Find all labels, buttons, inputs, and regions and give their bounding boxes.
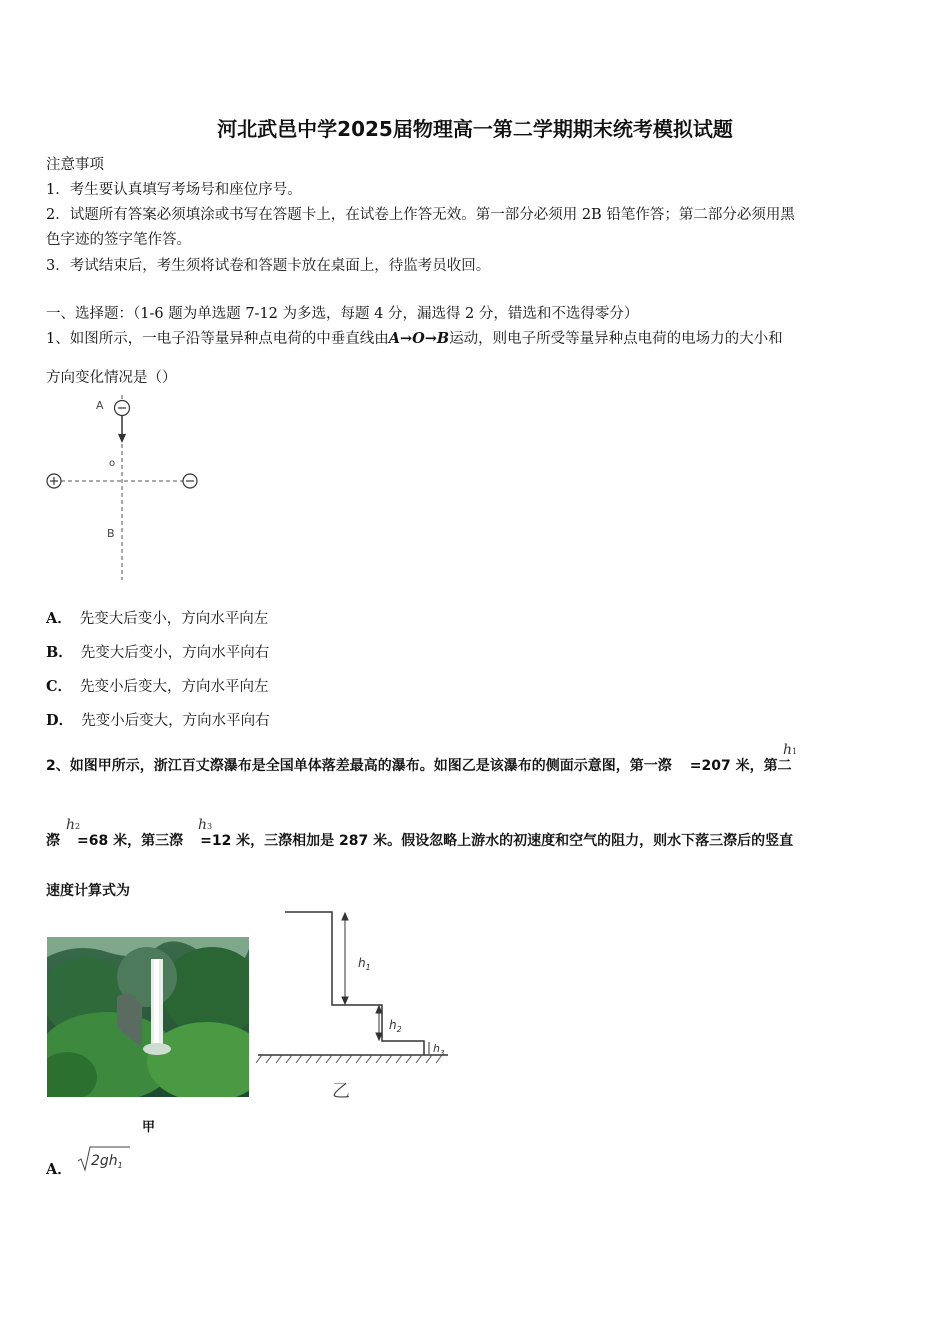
q2-line2-b: =68 米，第三漈 [77, 833, 184, 849]
diagram-h2: $h_2$ [389, 1018, 402, 1034]
q1-text-b: 运动，则电子所受等量异种点电荷的电场力的大小和 [449, 331, 783, 347]
q1-text-c: 方向变化情况是（） [46, 370, 177, 386]
caption-jia: 甲 [142, 1120, 156, 1135]
waterfall-photo [47, 937, 249, 1097]
notice-item-1: 1．考生要认真填写考场号和座位序号。 [46, 182, 302, 198]
h3-subscript: 3 [207, 822, 213, 831]
svg-text:2gh1 [91, 1153, 123, 1170]
q2-line1-b: =207 米，第二 [689, 758, 792, 774]
option-text: 先变大后变小，方向水平向左 [79, 611, 269, 627]
q1-text-a: 1、如图所示，一电子沿等量异种点电荷的中垂直线由 [46, 331, 389, 347]
q1-path: A→O→B [388, 330, 450, 347]
question-2-line-1 [46, 755, 792, 775]
diagram-h3: $h_3$ [433, 1042, 445, 1057]
option-key: D． [46, 712, 74, 729]
formula-subscript: 1 [117, 1161, 123, 1170]
notice-item-2-cont: 色字迹的签字笔作答。 [46, 232, 191, 248]
h3-letter: h [198, 817, 208, 833]
h1-subscript: 1 [792, 747, 798, 756]
label-a: A [96, 399, 104, 412]
label-o: o [109, 458, 116, 469]
notice-heading: 注意事项 [46, 157, 104, 173]
label-b: B [107, 527, 115, 540]
q1-option-c[interactable] [46, 675, 269, 696]
option-key: A． [46, 610, 72, 627]
q1-option-a[interactable] [46, 607, 268, 628]
q2-line2-a: 漈 [46, 833, 60, 849]
q2-h1-symbol [783, 742, 797, 758]
q1-option-b[interactable] [46, 641, 269, 662]
option-key: A． [46, 1161, 72, 1178]
question-1-text [46, 327, 783, 348]
notice-item-2: 2．试题所有答案必须填涂或书写在答题卡上，在试卷上作答无效。第一部分必须用 2B 铅笔作答；第二部分必须用黑 [46, 207, 795, 223]
q2-line-3: 速度计算式为 [46, 883, 130, 899]
h1-letter: h [783, 742, 793, 758]
formula-text: 2gh [91, 1153, 118, 1169]
q2-line2-c: =12 米，三漈相加是 287 米。假设忽略上游水的初速度和空气的阻力，则水下落三漈后的竖直 [200, 833, 794, 849]
question-2-line-2 [46, 830, 793, 850]
option-key: C． [46, 678, 73, 695]
option-text: 先变小后变大，方向水平向左 [80, 679, 269, 695]
charge-figure [40, 390, 210, 585]
q2-option-a[interactable] [46, 1158, 80, 1179]
q1-option-d[interactable] [46, 709, 270, 730]
q2-line1-a: 2、如图甲所示，浙江百丈漈瀑布是全国单体落差最高的瀑布。如图乙是该瀑布的侧面示意图，第一漈 [46, 758, 672, 774]
section-heading: 一、选择题：（1-6 题为单选题 7-12 为多选，每题 4 分，漏选得 2 分，错选和不选得零分） [46, 306, 639, 322]
q2-h2-symbol [66, 817, 80, 833]
option-text: 先变大后变小，方向水平向右 [80, 645, 270, 661]
page-title: 河北武邑中学2025届物理高一第二学期期末统考模拟试题 [217, 117, 733, 141]
notice-item-3: 3．考试结束后，考生须将试卷和答题卡放在桌面上，待监考员收回。 [46, 258, 491, 274]
h2-subscript: 2 [75, 822, 81, 831]
option-key: B． [46, 644, 73, 661]
waterfall-diagram [252, 905, 462, 1105]
q2-option-a-formula [76, 1144, 132, 1174]
caption-yi: 乙 [332, 1081, 350, 1102]
option-text: 先变小后变大，方向水平向右 [81, 713, 270, 729]
q2-h3-symbol [198, 817, 212, 833]
h2-letter: h [66, 817, 76, 833]
diagram-h1: $h_1$ [358, 956, 371, 972]
